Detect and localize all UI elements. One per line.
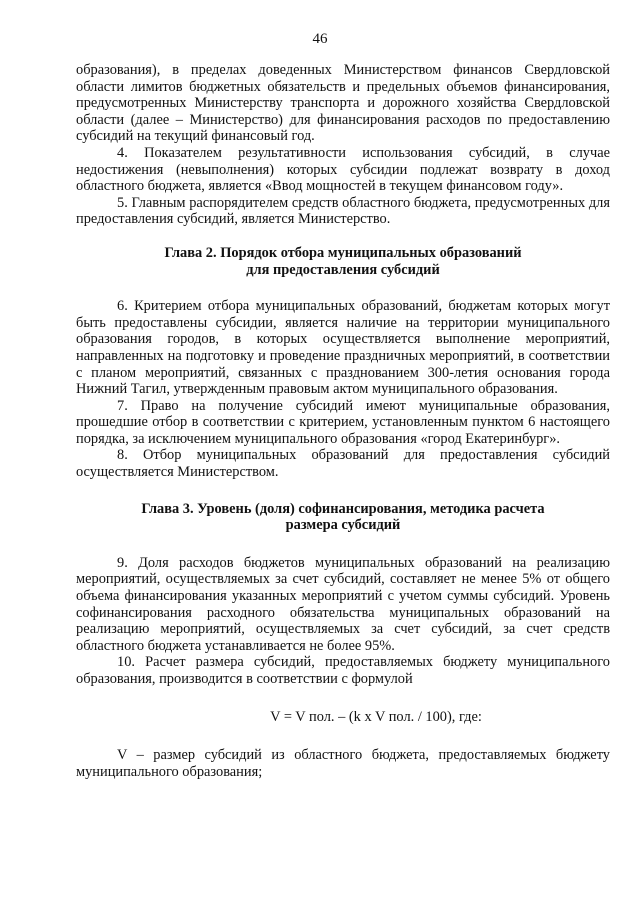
chapter-2-title-line-2: для предоставления субсидий [246, 261, 440, 278]
chapter-3-heading [76, 501, 610, 534]
chapter-2-heading [76, 245, 610, 278]
paragraph-intro: образования), в пределах доведенных Министерством финансов Свердловской области лимитов бюджетных обязательств и предельных объемов финансирования, предусмотренных Министерству транспорта и дорожного хозяйства Свердловской области (далее – Министерство) для финансирования расходов по предоставлению субсидий на текущий финансовый год. [76, 62, 610, 145]
chapter-2-title-line-1: Глава 2. Порядок отбора муниципальных образований [164, 244, 522, 261]
chapter-3-title-line-2: размера субсидий [285, 517, 401, 534]
paragraph-item-5: 5. Главным распорядителем средств областного бюджета, предусмотренных для предоставления субсидий, является Министерство. [76, 194, 610, 228]
paragraph-item-7: 7. Право на получение субсидий имеют муниципальные образования, прошедшие отбор в соответствии с критерием, установленным пунктом 6 настоящего порядка, за исключением муниципального образования «город Екатеринбург». [76, 397, 610, 447]
paragraph-item-6: 6. Критерием отбора муниципальных образований, бюджетам которых могут быть предоставлены субсидии, является наличие на территории муниципального образования городов, в которых осуществляется выполнение мероприятий, направленных на подготовку и проведение праздничных мероприятий, в соответствии с планом мероприятий, связанных с празднованием 300-летия основания города Нижний Тагил, утвержденным правовым актом муниципального образования. [76, 298, 610, 398]
chapter-3-title-line-1: Глава 3. Уровень (доля) софинансирования, методика расчета [141, 500, 545, 517]
document-body [76, 62, 610, 780]
subsidy-formula: V = V пол. – (k x V пол. / 100), где: [270, 708, 482, 725]
paragraph-definition-v: V – размер субсидий из областного бюджета, предоставляемых бюджету муниципального образования; [76, 747, 610, 780]
page-number: 46 [312, 31, 328, 47]
paragraph-item-8: 8. Отбор муниципальных образований для предоставления субсидий осуществляется Министерством. [76, 447, 610, 481]
paragraph-item-4: 4. Показателем результативности использования субсидий, в случае недостижения (невыполнения) которых субсидии подлежат возврату в доход областного бюджета, является «Ввод мощностей в текущем финансовом году». [76, 144, 610, 195]
paragraph-item-9: 9. Доля расходов бюджетов муниципальных образований на реализацию мероприятий, осуществляемых за счет субсидий, составляет не менее 5% от общего объема финансирования указанных мероприятий с учетом суммы субсидий. Уровень софинансирования расходного обязательства муниципальных образований на реализацию мероприятий, осуществляемых за счет субсидий, за счет средств областного бюджета устанавливается не более 95%. [76, 554, 610, 654]
paragraph-item-10: 10. Расчет размера субсидий, предоставляемых бюджету муниципального образования, производится в соответствии с формулой [76, 654, 610, 687]
